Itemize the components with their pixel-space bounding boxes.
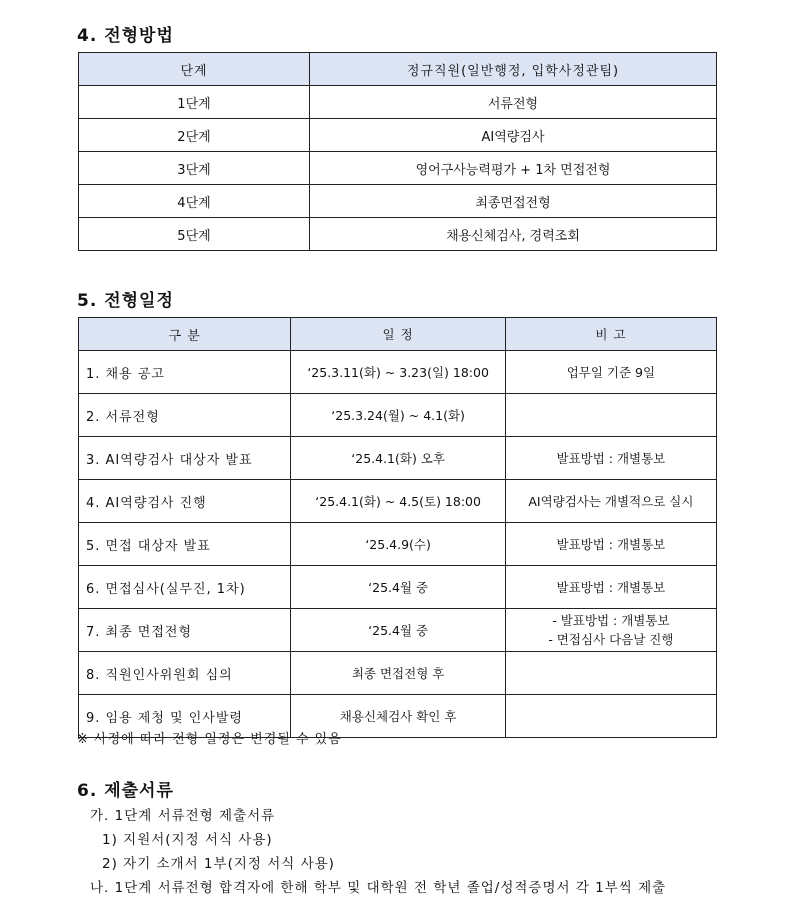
- remarks-cell: [505, 652, 716, 695]
- schedule-cell: ‘25.4월 중: [291, 609, 505, 652]
- remarks-line: - 발표방법 : 개별통보: [552, 613, 670, 628]
- schedule-cell: ‘25.4.1(화) ~ 4.5(토) 18:00: [291, 480, 505, 523]
- remarks-cell: [505, 695, 716, 738]
- table-row: [79, 523, 717, 566]
- method-cell: 서류전형: [310, 86, 717, 119]
- selection-method-table: [78, 52, 717, 251]
- stage-cell: 4단계: [79, 185, 310, 218]
- stage-cell: 5단계: [79, 218, 310, 251]
- document-list-item: 나. 1단계 서류전형 합격자에 한해 학부 및 대학원 전 학년 졸업/성적증명서 각 1부씩 제출: [90, 880, 667, 896]
- remarks-cell: 업무일 기준 9일: [505, 351, 716, 394]
- section-5-title: 5. 전형일정: [77, 291, 174, 311]
- document-list-item: 2) 자기 소개서 1부(지정 서식 사용): [102, 856, 335, 872]
- item-cell: 4. AI역량검사 진행: [79, 480, 291, 523]
- method-cell: 최종면접전형: [310, 185, 717, 218]
- item-cell: 2. 서류전형: [79, 394, 291, 437]
- item-cell: 6. 면접심사(실무진, 1차): [79, 566, 291, 609]
- section-6-title: 6. 제출서류: [77, 781, 174, 801]
- remarks-cell: [505, 394, 716, 437]
- table-row: [79, 609, 717, 652]
- remarks-cell: 발표방법 : 개별통보: [505, 566, 716, 609]
- table-row: [79, 394, 717, 437]
- schedule-cell: 최종 면접전형 후: [291, 652, 505, 695]
- table-header-row: [79, 318, 717, 351]
- item-cell: 7. 최종 면접전형: [79, 609, 291, 652]
- table-row: [79, 480, 717, 523]
- table-row: [79, 185, 717, 218]
- schedule-cell: ‘25.4.9(수): [291, 523, 505, 566]
- table-header-row: [79, 53, 717, 86]
- item-cell: 3. AI역량검사 대상자 발표: [79, 437, 291, 480]
- table-row: [79, 119, 717, 152]
- remarks-cell: 발표방법 : 개별통보: [505, 437, 716, 480]
- stage-cell: 1단계: [79, 86, 310, 119]
- table-row: [79, 437, 717, 480]
- selection-schedule-table: [78, 317, 717, 738]
- schedule-cell: ‘25.3.24(월) ~ 4.1(화): [291, 394, 505, 437]
- table-row: [79, 566, 717, 609]
- item-cell: 9. 임용 제청 및 인사발령: [79, 695, 291, 738]
- column-header-stage: 단계: [79, 53, 310, 86]
- method-cell: 영어구사능력평가 + 1차 면접전형: [310, 152, 717, 185]
- table-row: [79, 652, 717, 695]
- table-row: [79, 218, 717, 251]
- document-list-item: 가. 1단계 서류전형 제출서류: [90, 808, 276, 824]
- column-header-staff: 정규직원(일반행정, 입학사정관팀): [310, 53, 717, 86]
- table-row: [79, 351, 717, 394]
- item-cell: 8. 직원인사위원회 심의: [79, 652, 291, 695]
- schedule-footnote: ※ 사정에 따라 전형 일정은 변경될 수 있음: [77, 732, 342, 747]
- stage-cell: 3단계: [79, 152, 310, 185]
- table-row: [79, 152, 717, 185]
- schedule-cell: ‘25.3.11(화) ~ 3.23(일) 18:00: [291, 351, 505, 394]
- column-header-schedule: 일 정: [291, 318, 505, 351]
- remarks-line: - 면접심사 다음날 진행: [548, 632, 674, 647]
- item-cell: 1. 채용 공고: [79, 351, 291, 394]
- remarks-cell: 발표방법 : 개별통보: [505, 523, 716, 566]
- remarks-cell: [505, 609, 716, 652]
- schedule-cell: 채용신체검사 확인 후: [291, 695, 505, 738]
- section-4-title: 4. 전형방법: [77, 26, 174, 46]
- method-cell: AI역량검사: [310, 119, 717, 152]
- stage-cell: 2단계: [79, 119, 310, 152]
- column-header-remarks: 비 고: [505, 318, 716, 351]
- item-cell: 5. 면접 대상자 발표: [79, 523, 291, 566]
- table-row: [79, 86, 717, 119]
- document-list-item: 1) 지원서(지정 서식 사용): [102, 832, 273, 848]
- schedule-cell: ‘25.4.1(화) 오후: [291, 437, 505, 480]
- column-header-category: 구 분: [79, 318, 291, 351]
- method-cell: 채용신체검사, 경력조회: [310, 218, 717, 251]
- schedule-cell: ‘25.4월 중: [291, 566, 505, 609]
- remarks-cell: AI역량검사는 개별적으로 실시: [505, 480, 716, 523]
